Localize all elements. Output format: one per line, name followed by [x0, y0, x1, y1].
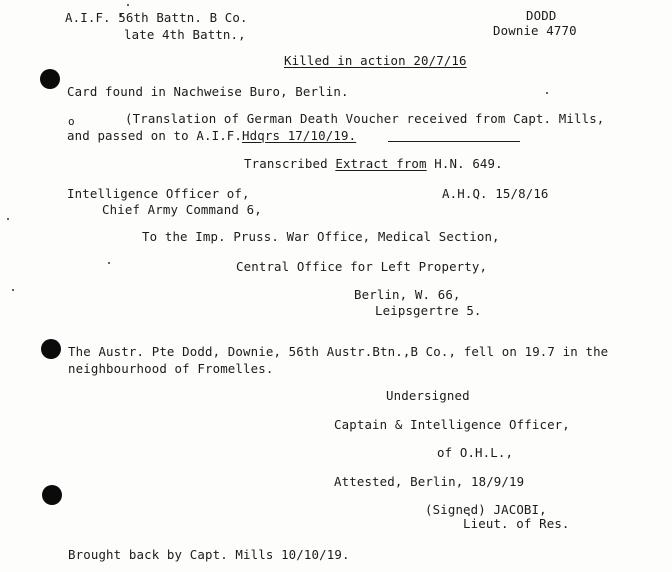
extract-label: Extract from [335, 156, 427, 171]
card-found-line: Card found in Nachweise Buro, Berlin. [67, 84, 349, 99]
reference-number: H.N. 649. [426, 156, 503, 171]
address-line-4: Leipsgertre 5. [375, 303, 482, 318]
translation-note-text: and passed on to A.I.F. [67, 128, 243, 143]
speck [546, 92, 548, 94]
signature-line-4: Attested, Berlin, 18/9/19 [334, 474, 525, 489]
status-heading: Killed in action 20/7/16 [284, 53, 467, 68]
ahq-reference: A.H.Q. 15/8/16 [442, 186, 549, 201]
body-line-2: neighbourhood of Fromelles. [68, 361, 274, 376]
translation-note-line-2 [67, 128, 356, 143]
hdqrs-date: Hdqrs 17/10/19. [242, 128, 357, 143]
from-line-1: Intelligence Officer of, [67, 186, 250, 201]
unit-line-2: late 4th Battn., [124, 27, 246, 42]
signature-line-5: (Signed) JACOBI, [425, 502, 547, 517]
punch-hole-top [40, 69, 60, 89]
footer-line: Brought back by Capt. Mills 10/10/19. [68, 547, 350, 562]
punch-hole-middle [41, 339, 61, 359]
signature-line-2: Captain & Intelligence Officer, [334, 417, 570, 432]
speck [127, 4, 129, 6]
body-line-1: The Austr. Pte Dodd, Downie, 56th Austr.Btn.,B Co., fell on 19.7 in the [68, 344, 609, 359]
address-line-3: Berlin, W. 66, [354, 287, 461, 302]
unit-line-1: A.I.F. 56th Battn. B Co. [65, 10, 248, 25]
annotation-marker: o [68, 115, 75, 128]
soldier-surname: DODD [526, 8, 557, 23]
speck [7, 218, 9, 220]
punch-hole-bottom [42, 485, 62, 505]
underline-rule [388, 141, 520, 142]
soldier-name-number: Downie 4770 [493, 23, 577, 38]
speck [108, 262, 110, 264]
transcribed-label: Transcribed [244, 156, 336, 171]
address-line-1: To the Imp. Pruss. War Office, Medical Section, [142, 229, 500, 244]
from-line-2: Chief Army Command 6, [102, 202, 262, 217]
address-line-2: Central Office for Left Property, [236, 259, 488, 274]
translation-note-line-1: (Translation of German Death Voucher received from Capt. Mills, [125, 111, 605, 126]
signature-line-3: of O.H.L., [437, 445, 514, 460]
transcribed-line [244, 156, 503, 171]
speck [12, 289, 14, 291]
signature-line-1: Undersigned [386, 388, 470, 403]
signature-line-6: Lieut. of Res. [463, 516, 570, 531]
